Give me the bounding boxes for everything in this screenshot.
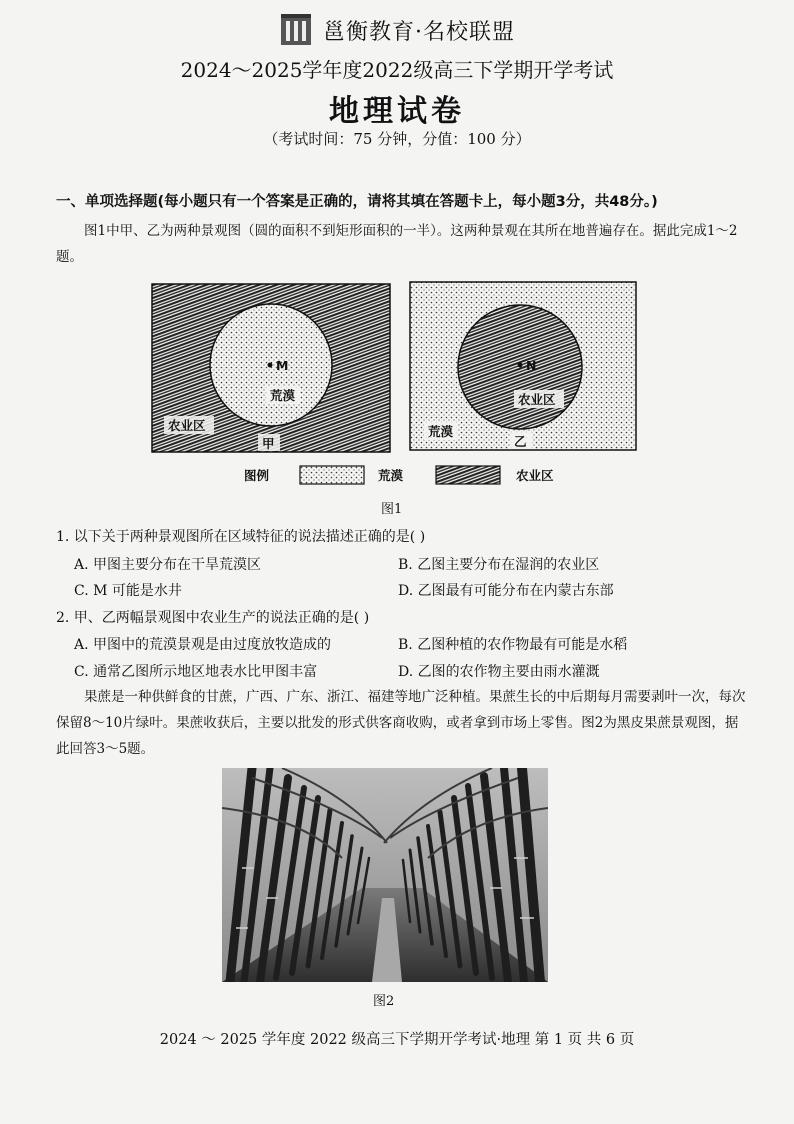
right-point-dot <box>518 363 523 368</box>
right-panel-name: 乙 <box>514 434 527 449</box>
legend-desert-label: 荒漠 <box>378 468 404 483</box>
org-name: 邕衡教育·名校联盟 <box>323 19 515 45</box>
question-2-option-a: A. 甲图中的荒漠景观是由过度放牧造成的 <box>74 637 332 653</box>
question-1-stem: 1. 以下关于两种景观图所在区域特征的说法描述正确的是( ) <box>56 529 426 545</box>
figure-2-sugarcane-photo <box>222 768 548 982</box>
left-point-label: M <box>276 358 289 373</box>
left-panel-name: 甲 <box>262 436 275 451</box>
left-rect-label: 农业区 <box>168 418 206 433</box>
header-logo-row <box>0 12 794 48</box>
question-2-option-b: B. 乙图种植的农作物最有可能是水稻 <box>398 637 628 653</box>
question-1-option-c: C. M 可能是水井 <box>74 583 182 599</box>
figure-1-caption: 图1 <box>381 502 403 517</box>
question-2-option-d: D. 乙图的农作物主要由雨水灌溉 <box>398 664 600 680</box>
section-title: 一、单项选择题(每小题只有一个答案是正确的，请将其填在答题卡上，每小题3分，共48分。) <box>56 194 658 210</box>
figure-2-caption: 图2 <box>373 994 395 1009</box>
question-1-option-d: D. 乙图最有可能分布在内蒙古东部 <box>398 583 614 599</box>
question-2-stem: 2. 甲、乙两幅景观图中农业生产的说法正确的是( ) <box>56 610 370 626</box>
page-footer: 2024 ～ 2025 学年度 2022 级高三下学期开学考试·地理 第 1 页 共 6 页 <box>159 1032 635 1048</box>
intro-paragraph-1: 图1中甲、乙为两种景观图（圆的面积不到矩形面积的一半）。这两种景观在其所在地普遍存在。据此完成1～2题。 <box>56 223 738 265</box>
right-rect-label: 荒漠 <box>428 424 454 439</box>
right-circle-label: 农业区 <box>518 392 556 407</box>
intro-paragraph-2: 果蔗是一种供鲜食的甘蔗，广西、广东、浙江、福建等地广泛种植。果蔗生长的中后期每月需要剥叶一次，每次保留8～10片绿叶。果蔗收获后，主要以批发的形式供客商收购，或者拿到市场上零售。图2为黑皮果蔗景观图，据此回答3～5题。 <box>56 689 746 757</box>
exam-title: 2024～2025学年度2022级高三下学期开学考试 <box>180 58 614 82</box>
legend-agri-swatch <box>436 466 500 484</box>
question-1-option-a: A. 甲图主要分布在干旱荒漠区 <box>74 557 262 573</box>
question-1-option-b: B. 乙图主要分布在湿润的农业区 <box>398 557 600 573</box>
legend-agri-label: 农业区 <box>516 468 554 483</box>
exam-meta: （考试时间：75 分钟，分值：100 分） <box>263 130 531 148</box>
left-point-dot <box>268 363 273 368</box>
subject-title: 地理试卷 <box>329 94 465 129</box>
right-point-label: N <box>526 358 537 373</box>
legend-title: 图例 <box>244 468 270 483</box>
figure-1 <box>140 276 660 494</box>
left-circle-label: 荒漠 <box>270 388 296 403</box>
legend-desert-swatch <box>300 466 364 484</box>
school-logo-icon <box>279 13 313 47</box>
question-2-option-c: C. 通常乙图所示地区地表水比甲图丰富 <box>74 664 318 680</box>
